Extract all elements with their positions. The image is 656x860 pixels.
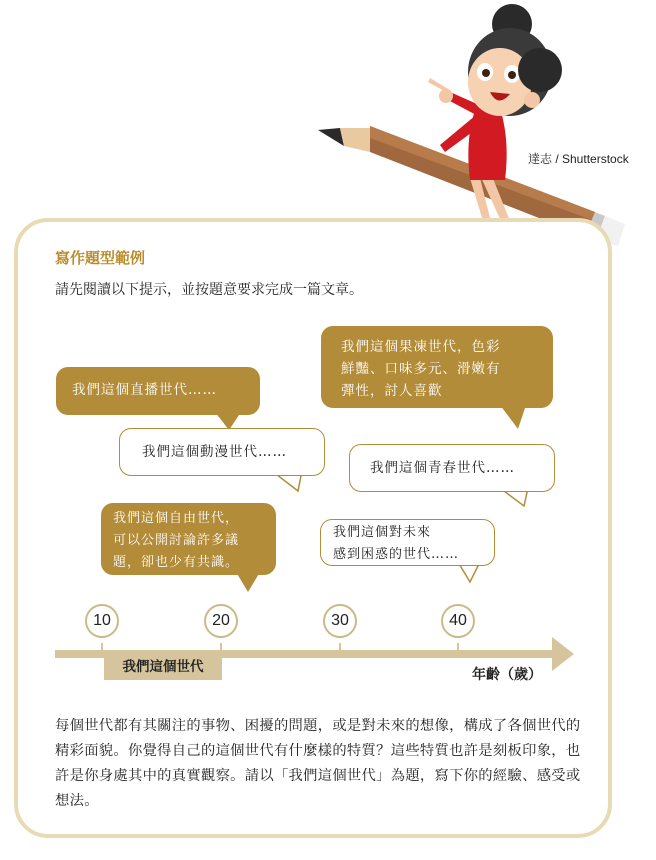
bubble-jelly-line-2: 鮮豔、口味多元、滑嫩有 [341, 361, 501, 377]
prompt-paragraph: 每個世代都有其關注的事物、困擾的問題，或是對未來的想像，構成了各個世代的精彩面貌。你覺得自己的這個世代有什麼樣的特質？這些特質也許是刻板印象，也許是你身處其中的真實觀察。請以「我們這個世代」為題，寫下你的經驗、感受或想法。 [55, 718, 581, 809]
photo-credit: 達志 / Shutterstock [528, 152, 629, 166]
timeline-age-40: 40 [441, 604, 475, 638]
bubble-livestream-text: 我們這個直播世代…… [72, 382, 217, 398]
section-title: 寫作題型範例 [55, 249, 146, 267]
timeline-age-10: 10 [85, 604, 119, 638]
bubble-jelly-tail [500, 405, 530, 431]
bubble-future-line-1: 我們這個對未來 [333, 525, 432, 540]
bubble-livestream [56, 367, 260, 415]
timeline-age-30: 30 [323, 604, 357, 638]
timeline-arrow-icon [552, 637, 576, 671]
bubble-anime-text: 我們這個動漫世代…… [142, 444, 287, 460]
bubble-freedom [101, 503, 276, 575]
age-axis-label: 年齡（歲） [472, 667, 542, 683]
bubble-freedom-line-2: 可以公開討論許多議 [113, 533, 240, 548]
bubble-youth [349, 444, 555, 492]
bubble-jelly-line-1: 我們這個果凍世代，色彩 [341, 339, 501, 355]
generation-label: 我們這個世代 [104, 654, 222, 680]
bubble-future [320, 519, 495, 566]
bubble-jelly-line-3: 彈性，討人喜歡 [341, 383, 443, 399]
girl-on-pencil-illustration [300, 0, 630, 250]
timeline-age-20: 20 [204, 604, 238, 638]
bubble-jelly [321, 326, 553, 408]
bubble-freedom-line-1: 我們這個自由世代， [113, 511, 240, 526]
instruction-text: 請先閱讀以下提示，並按題意要求完成一篇文章。 [55, 282, 363, 298]
bubble-freedom-line-3: 題，卻也少有共識。 [113, 555, 240, 570]
bubble-anime [119, 428, 325, 476]
bubble-future-line-2: 感到困惑的世代…… [333, 547, 460, 562]
bubble-youth-text: 我們這個青春世代…… [370, 460, 515, 476]
bubble-freedom-tail [236, 572, 266, 594]
